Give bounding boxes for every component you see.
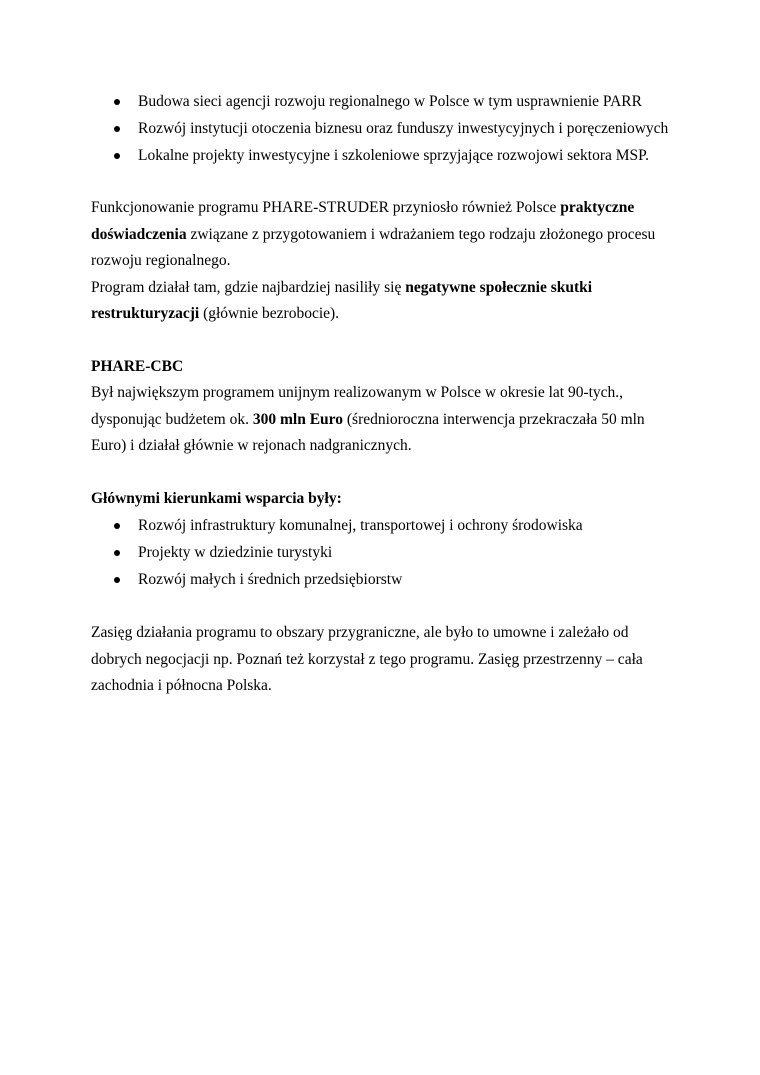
bullet-icon	[114, 126, 120, 132]
list-item: Lokalne projekty inwestycyjne i szkoleniowe sprzyjające rozwojowi sektora MSP.	[0, 142, 760, 169]
bullet-icon	[114, 153, 120, 159]
bullet-icon	[114, 550, 120, 556]
bullet-icon	[114, 577, 120, 583]
paragraph-scope: Zasięg działania programu to obszary przygraniczne, ale było to umowne i zależało od dobrych negocjacji np. Poznań też korzystał z tego programu. Zasięg przestrzenny – cała zachodnia i północna Polska.	[91, 624, 643, 694]
bullet-icon	[114, 523, 120, 529]
bullet-list-regional	[0, 88, 760, 169]
paragraph-phare-cbc: Był największym programem unijnym realizowanym w Polsce w okresie lat 90-tych., dysponując budżetem ok. 300 mln Euro (średnioroczna interwencja przekraczała 50 mln Euro) i działał głównie w rejonach nadgranicznych.	[91, 384, 645, 454]
list-item: Projekty w dziedzinie turystyki	[0, 539, 760, 566]
bullet-icon	[114, 99, 120, 105]
list-item: Rozwój instytucji otoczenia biznesu oraz funduszy inwestycyjnych i poręczeniowych	[0, 115, 760, 142]
list-item: Rozwój małych i średnich przedsiębiorstw	[0, 566, 760, 593]
support-directions-heading: Głównymi kierunkami wsparcia były:	[91, 490, 342, 507]
list-item: Rozwój infrastruktury komunalnej, transportowej i ochrony środowiska	[0, 512, 760, 539]
list-item: Budowa sieci agencji rozwoju regionalnego w Polsce w tym usprawnienie PARR	[0, 88, 760, 115]
bullet-list-directions	[0, 512, 760, 593]
paragraph-phare-struder: Funkcjonowanie programu PHARE-STRUDER przyniosło również Polsce praktyczne doświadczenia związane z przygotowaniem i wdrażaniem tego rodzaju złożonego procesu rozwoju regionalnego. Program działał tam, gdzie najbardziej nasiliły się negatywne społecznie skutki restrukturyzacji (głównie bezrobocie).	[91, 199, 656, 322]
section-heading-phare-cbc: PHARE-CBC	[91, 358, 184, 375]
